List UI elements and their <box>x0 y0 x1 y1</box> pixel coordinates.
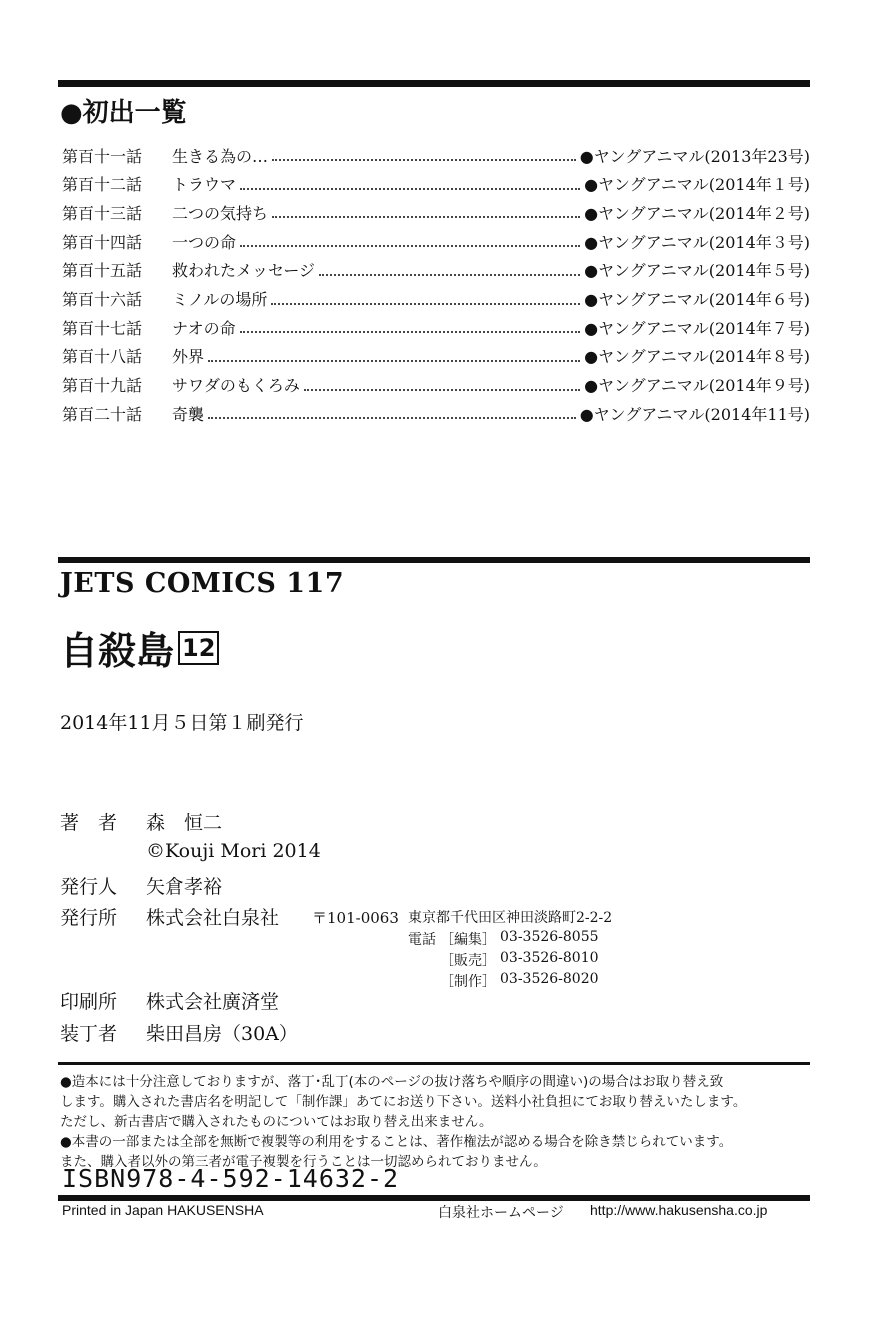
episode-source: ●ヤングアニマル(2014年３号) <box>584 232 810 252</box>
homepage-url[interactable]: http://www.hakusensha.co.jp <box>590 1202 768 1218</box>
episode-source: ●ヤングアニマル(2014年11号) <box>579 404 810 424</box>
phone-dept: ［編集］ <box>440 932 496 948</box>
homepage-label: 白泉社ホームページ <box>438 1204 564 1220</box>
list-item <box>62 343 810 369</box>
episode-title: 救われたメッセージ <box>172 261 316 281</box>
publisher: 株式会社白泉社 <box>146 907 280 929</box>
phone-label: 電話 <box>408 932 436 948</box>
top-rule <box>58 80 810 87</box>
episode-source: ●ヤングアニマル(2014年６号) <box>584 290 810 309</box>
leader-dots <box>208 407 576 419</box>
notes-rule <box>58 1062 810 1065</box>
phone-dept: ［販売］ <box>440 953 496 969</box>
list-item <box>62 400 810 426</box>
publication-date: 2014年11月５日第１刷発行 <box>60 712 304 734</box>
phone-number: 03-3526-8020 <box>500 971 599 987</box>
episode-number: 第百十一話 <box>62 146 143 166</box>
episode-source: ●ヤングアニマル(2014年８号) <box>584 347 810 367</box>
episode-number: 第百十七話 <box>62 318 143 338</box>
note-line: また、購入者以外の第三者が電子複製を行うことは一切認められておりません。 <box>60 1154 547 1170</box>
leader-dots <box>304 379 580 391</box>
episode-title: 生きる為の… <box>172 146 269 166</box>
episode-title: 奇襲 <box>172 404 205 424</box>
publisher-label: 発行所 <box>60 907 118 929</box>
bottom-rule <box>58 1195 810 1201</box>
author-label: 著 者 <box>60 812 118 834</box>
list-item <box>62 199 810 225</box>
episode-number: 第百十三話 <box>62 203 143 223</box>
episode-source: ●ヤングアニマル(2014年５号) <box>584 261 810 281</box>
book-title-text: 自殺島 <box>60 629 175 673</box>
volume-number: 12 <box>178 631 219 665</box>
address: 東京都千代田区神田淡路町2-2-2 <box>408 910 613 926</box>
middle-rule <box>58 557 810 563</box>
episode-number: 第百十四話 <box>62 232 143 252</box>
series-label: JETS COMICS 117 <box>60 568 345 599</box>
list-item <box>62 228 810 254</box>
printer: 株式会社廣済堂 <box>146 991 280 1013</box>
list-item <box>62 171 810 197</box>
note-line: ●造本には十分注意しておりますが、落丁･乱丁(本のページの抜け落ちや順序の間違い)の場合はお取り替え致 <box>60 1074 724 1090</box>
episode-title: トラウマ <box>172 175 237 195</box>
episode-number: 第百十五話 <box>62 261 143 281</box>
leader-dots <box>208 350 580 362</box>
postal-code: 〒101-0063 <box>312 909 399 927</box>
list-item <box>62 257 810 283</box>
episode-title: ミノルの場所 <box>172 290 268 309</box>
leader-dots <box>240 321 580 333</box>
list-item <box>62 142 810 168</box>
designer: 柴田昌房（30A） <box>146 1023 298 1045</box>
designer-label: 装丁者 <box>60 1023 118 1045</box>
publisher-person: 矢倉孝裕 <box>146 876 223 898</box>
list-item <box>62 372 810 398</box>
publisher-person-label: 発行人 <box>60 876 118 898</box>
phone-number: 03-3526-8010 <box>500 950 599 966</box>
episode-title: サワダのもくろみ <box>172 376 300 396</box>
episode-title: 一つの命 <box>172 232 237 252</box>
list-item <box>62 314 810 340</box>
printer-label: 印刷所 <box>60 991 118 1013</box>
episode-number: 第百十八話 <box>62 347 143 367</box>
note-line: ●本書の一部または全部を無断で複製等の利用をすることは、著作権法が認める場合を除き禁じられています。 <box>60 1134 733 1150</box>
episode-source: ●ヤングアニマル(2014年２号) <box>584 203 810 223</box>
leader-dots <box>240 235 580 247</box>
episode-number: 第百十二話 <box>62 175 143 195</box>
episode-number: 第百十六話 <box>62 290 143 309</box>
episode-number: 第百十九話 <box>62 376 143 396</box>
episode-title: 外界 <box>172 347 205 367</box>
episode-source: ●ヤングアニマル(2014年７号) <box>584 318 810 338</box>
note-line: ただし、新古書店で購入されたものについてはお取り替え出来ません。 <box>60 1114 493 1130</box>
book-title <box>60 620 219 675</box>
printed-in: Printed in Japan HAKUSENSHA <box>62 1202 264 1218</box>
note-line: します。購入された書店名を明記して「制作課」あてにお送り下さい。送料小社負担にてお取り替えいたします。 <box>60 1094 747 1110</box>
isbn: ISBN978-4-592-14632-2 <box>62 1164 400 1193</box>
episode-title: ナオの命 <box>172 318 236 338</box>
episode-title: 二つの気持ち <box>172 203 269 223</box>
phone-number: 03-3526-8055 <box>500 929 599 945</box>
episode-source: ●ヤングアニマル(2013年23号) <box>579 146 810 166</box>
copyright: ©Kouji Mori 2014 <box>146 840 321 862</box>
leader-dots <box>271 293 580 305</box>
episode-source: ●ヤングアニマル(2014年９号) <box>584 376 810 396</box>
leader-dots <box>272 206 580 218</box>
episode-source: ●ヤングアニマル(2014年１号) <box>584 175 810 195</box>
leader-dots <box>272 149 576 161</box>
leader-dots <box>319 264 580 276</box>
leader-dots <box>240 178 580 190</box>
author: 森 恒二 <box>146 812 223 834</box>
episode-number: 第百二十話 <box>62 404 143 424</box>
first-appearance-heading: ●初出一覧 <box>60 98 187 128</box>
phone-dept: ［制作］ <box>440 974 496 990</box>
list-item <box>62 286 810 312</box>
